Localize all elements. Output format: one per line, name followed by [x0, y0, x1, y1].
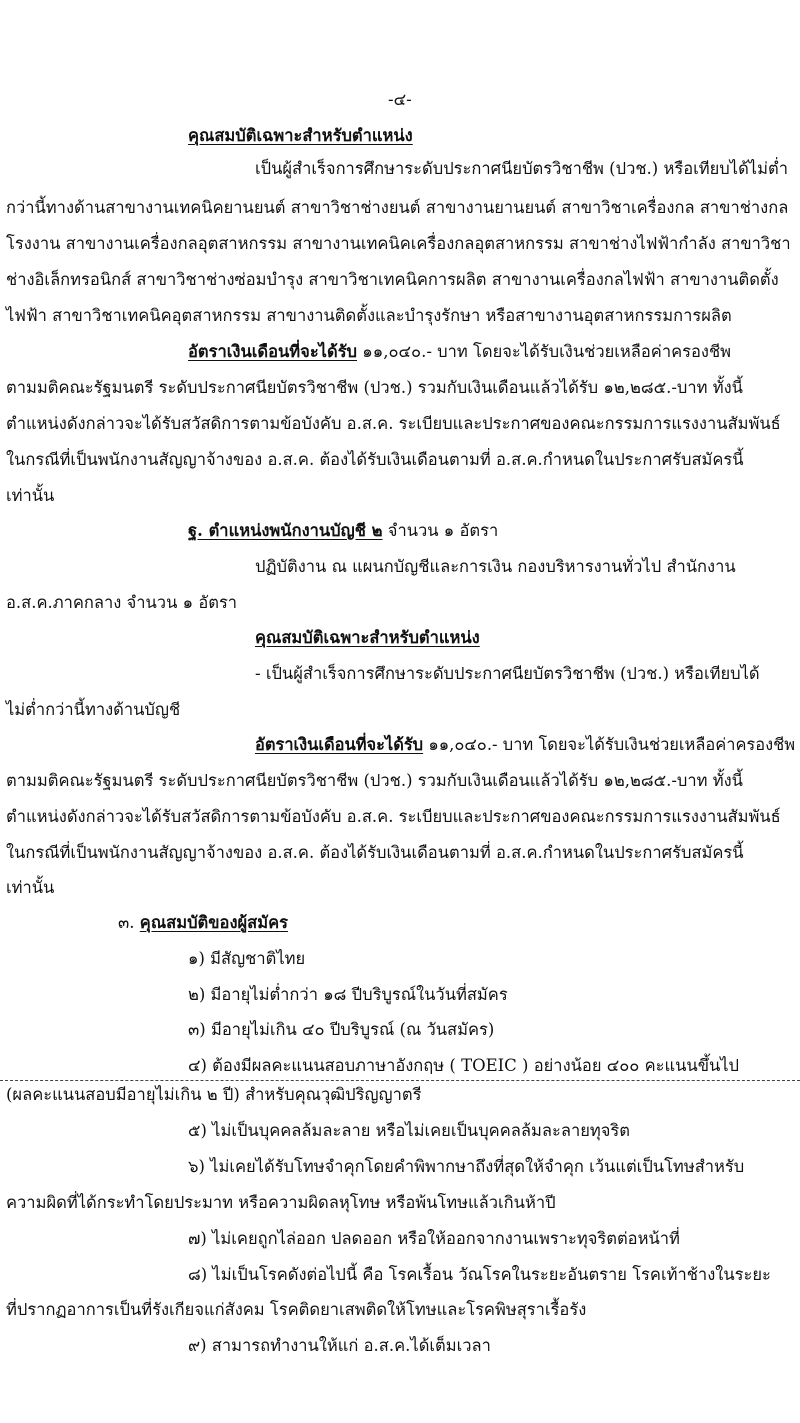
salary-label: อัตราเงินเดือนที่จะได้รับ [255, 735, 424, 754]
paragraph-line: ปฏิบัติงาน ณ แผนกบัญชีและการเงิน กองบริหารงานทั่วไป สำนักงาน [255, 557, 736, 576]
position-count: จำนวน ๑ อัตรา [382, 521, 499, 540]
salary-amount: ๑๑,๐๔๐.- บาท โดยจะได้รับเงินช่วยเหลือค่าครองชีพ [357, 342, 732, 361]
paragraph-line: ไม่ต่ำกว่านี้ทางด้านบัญชี [6, 700, 181, 719]
page-number: -๔- [388, 90, 412, 109]
list-item: ๙) สามารถทำงานให้แก่ อ.ส.ค.ได้เต็มเวลา [188, 1336, 491, 1355]
paragraph-line: ไฟฟ้า สาขาวิชาเทคนิคอุตสาหกรรม สาขางานติดตั้งและบำรุงรักษา หรือสาขางานอุตสาหกรรมการผลิต [6, 306, 732, 325]
list-item: ๓) มีอายุไม่เกิน ๔๐ ปีบริบูรณ์ (ณ วันสมัคร) [188, 1020, 495, 1039]
list-item: ๒) มีอายุไม่ต่ำกว่า ๑๘ ปีบริบูรณ์ในวันที่สมัคร [188, 985, 508, 1004]
dashed-divider [0, 1080, 800, 1081]
list-item-continuation: ที่ปรากฏอาการเป็นที่รังเกียจแก่สังคม โรคติดยาเสพติดให้โทษและโรคพิษสุราเรื้อรัง [6, 1300, 587, 1319]
position-title [188, 521, 498, 541]
list-item-continuation: (ผลคะแนนสอบมีอายุไม่เกิน ๒ ปี) สำหรับคุณวุฒิปริญญาตรี [6, 1085, 422, 1104]
section-number: ๓. [118, 913, 135, 932]
paragraph-line: ช่างอิเล็กทรอนิกส์ สาขาวิชาช่างซ่อมบำรุง สาขาวิชาเทคนิคการผลิต สาขางานเครื่องกลไฟฟ้า สาขางานติดตั้ง [6, 270, 779, 289]
paragraph-line: ในกรณีที่เป็นพนักงานสัญญาจ้างของ อ.ส.ค. ต้องได้รับเงินเดือนตามที่ อ.ส.ค.กำหนดในประกาศรับสมัครนี้ [6, 450, 744, 469]
section-3-heading [118, 913, 288, 933]
section-heading: คุณสมบัติเฉพาะสำหรับตำแหน่ง [188, 126, 413, 145]
paragraph-line: - เป็นผู้สำเร็จการศึกษาระดับประกาศนียบัตรวิชาชีพ (ปวช.) หรือเทียบได้ [255, 664, 760, 683]
section-heading: คุณสมบัติเฉพาะสำหรับตำแหน่ง [255, 628, 480, 647]
paragraph-line: เป็นผู้สำเร็จการศึกษาระดับประกาศนียบัตรวิชาชีพ (ปวช.) หรือเทียบได้ไม่ต่ำ [255, 159, 788, 178]
paragraph-line: ตามมติคณะรัฐมนตรี ระดับประกาศนียบัตรวิชาชีพ (ปวช.) รวมกับเงินเดือนแล้วได้รับ ๑๒,๒๘๕.-บาท ทั้งนี้ [6, 378, 743, 397]
list-item: ๘) ไม่เป็นโรคดังต่อไปนี้ คือ โรคเรื้อน วัณโรคในระยะอันตราย โรคเท้าช้างในระยะ [188, 1265, 771, 1284]
paragraph-line: กว่านี้ทางด้านสาขางานเทคนิคยานยนต์ สาขาวิชาช่างยนต์ สาขางานยานยนต์ สาขาวิชาเครื่องกล สาขาช่างกล [6, 198, 789, 217]
paragraph-line: ตามมติคณะรัฐมนตรี ระดับประกาศนียบัตรวิชาชีพ (ปวช.) รวมกับเงินเดือนแล้วได้รับ ๑๒,๒๘๕.-บาท ทั้งนี้ [6, 771, 743, 790]
salary-line [255, 735, 795, 755]
paragraph-line: เท่านั้น [6, 486, 55, 505]
paragraph-line: โรงงาน สาขางานเครื่องกลอุตสาหกรรม สาขางานเทคนิคเครื่องกลอุตสาหกรรม สาขาช่างไฟฟ้ากำลัง สาขาวิชา [6, 234, 791, 253]
list-item: ๕) ไม่เป็นบุคคลล้มละลาย หรือไม่เคยเป็นบุคคลล้มละลายทุจริต [188, 1121, 630, 1140]
salary-label: อัตราเงินเดือนที่จะได้รับ [188, 342, 358, 361]
list-item: ๗) ไม่เคยถูกไล่ออก ปลดออก หรือให้ออกจากงานเพราะทุจริตต่อหน้าที่ [188, 1229, 680, 1248]
list-item: ๖) ไม่เคยได้รับโทษจำคุกโดยคำพิพากษาถึงที่สุดให้จำคุก เว้นแต่เป็นโทษสำหรับ [188, 1157, 745, 1176]
list-item: ๔) ต้องมีผลคะแนนสอบภาษาอังกฤษ ( TOEIC ) อย่างน้อย ๔๐๐ คะแนนขึ้นไป [188, 1056, 740, 1075]
paragraph-line: ในกรณีที่เป็นพนักงานสัญญาจ้างของ อ.ส.ค. ต้องได้รับเงินเดือนตามที่ อ.ส.ค.กำหนดในประกาศรับสมัครนี้ [6, 843, 744, 862]
paragraph-line: ตำแหน่งดังกล่าวจะได้รับสวัสดิการตามข้อบังคับ อ.ส.ค. ระเบียบและประกาศของคณะกรรมการแรงงานสัมพันธ์ [6, 807, 781, 826]
paragraph-line: ตำแหน่งดังกล่าวจะได้รับสวัสดิการตามข้อบังคับ อ.ส.ค. ระเบียบและประกาศของคณะกรรมการแรงงานสัมพันธ์ [6, 414, 781, 433]
salary-amount: ๑๑,๐๔๐.- บาท โดยจะได้รับเงินช่วยเหลือค่าครองชีพ [423, 735, 796, 754]
salary-line [188, 342, 731, 362]
list-item-continuation: ความผิดที่ได้กระทำโดยประมาท หรือความผิดลหุโทษ หรือพ้นโทษแล้วเกินห้าปี [6, 1193, 556, 1212]
list-item: ๑) มีสัญชาติไทย [188, 949, 306, 968]
paragraph-line: เท่านั้น [6, 878, 55, 897]
section-heading: คุณสมบัติของผู้สมัคร [139, 913, 289, 932]
paragraph-line: อ.ส.ค.ภาคกลาง จำนวน ๑ อัตรา [6, 593, 238, 612]
position-title-label: ฐ. ตำแหน่งพนักงานบัญชี ๒ [188, 521, 383, 540]
